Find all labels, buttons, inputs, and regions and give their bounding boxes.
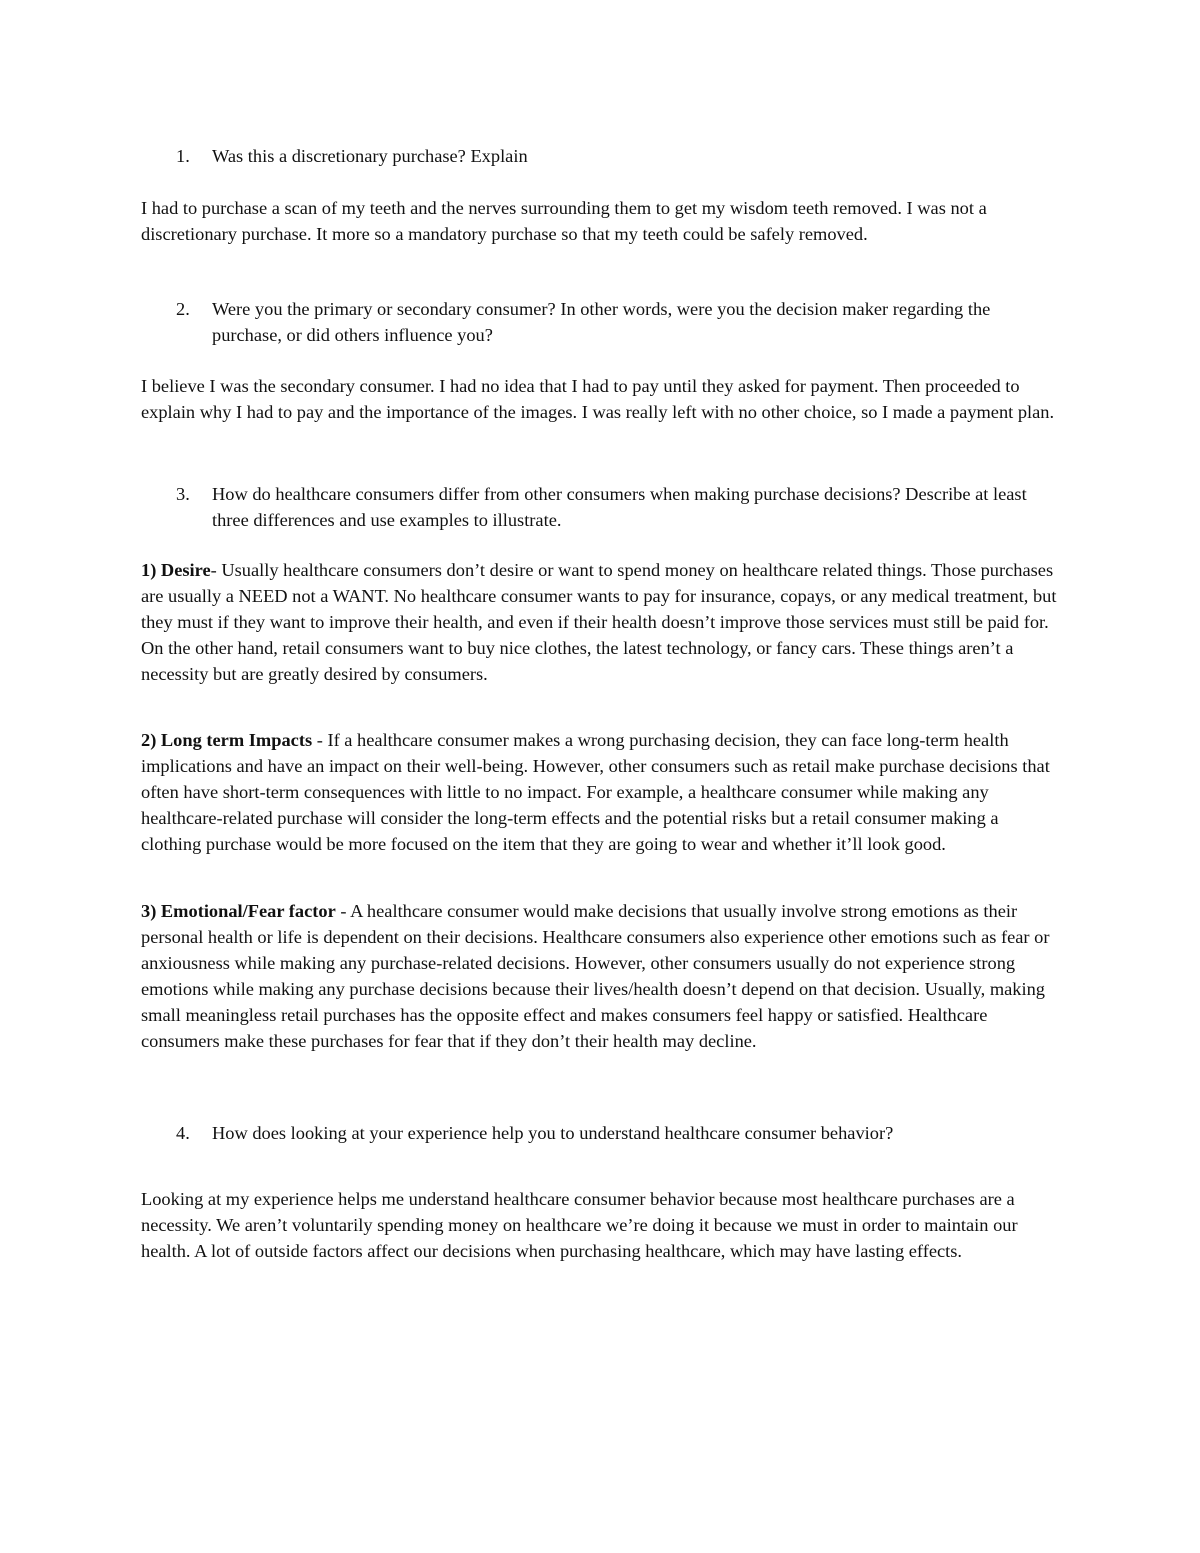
- question-number: 2.: [176, 299, 190, 319]
- answer-3-difference-3: [141, 898, 1061, 1054]
- question-text: How do healthcare consumers differ from other consumers when making purchase decisions? Describe at least three differences and use examples to illustrate.: [212, 484, 1027, 530]
- question-number: 3.: [176, 484, 190, 504]
- answer-2: I believe I was the secondary consumer. I had no idea that I had to pay until they asked for payment. Then proceeded to explain why I had to pay and the importance of the images. I was really left with no other choice, so I made a payment plan.: [141, 376, 1055, 422]
- question-text: Was this a discretionary purchase? Explain: [212, 146, 528, 166]
- question-3: [176, 481, 1056, 533]
- question-1: [176, 143, 1056, 169]
- answer-4: Looking at my experience helps me understand healthcare consumer behavior because most healthcare purchases are a necessity. We aren’t voluntarily spending money on healthcare we’re doing it because we must in order to maintain our health. A lot of outside factors affect our decisions when purchasing healthcare, which may have lasting effects.: [141, 1189, 1018, 1261]
- difference-heading: 1) Desire: [141, 560, 211, 580]
- answer-3-difference-1: [141, 557, 1061, 687]
- answer-3-difference-2: [141, 727, 1061, 857]
- question-number: 1.: [176, 146, 190, 166]
- answer-1: I had to purchase a scan of my teeth and the nerves surrounding them to get my wisdom teeth removed. I was not a discretionary purchase. It more so a mandatory purchase so that my teeth could be safely removed.: [141, 198, 987, 244]
- question-text: Were you the primary or secondary consumer? In other words, were you the decision maker regarding the purchase, or did others influence you?: [212, 299, 991, 345]
- question-number: 4.: [176, 1123, 190, 1143]
- difference-body: - A healthcare consumer would make decisions that usually involve strong emotions as their personal health or life is dependent on their decisions. Healthcare consumers also experience other emotions such as fear or anxiousness while making any purchase-related decisions. However, other consumers usually do not experience strong emotions while making any purchase decisions because their lives/health doesn’t depend on that decision. Usually, making small meaningless retail purchases has the opposite effect and makes consumers feel happy or satisfied. Healthcare consumers make these purchases for fear that if they don’t their health may decline.: [141, 901, 1050, 1051]
- difference-heading: 3) Emotional/Fear factor: [141, 901, 336, 921]
- difference-body: - Usually healthcare consumers don’t desire or want to spend money on healthcare related things. Those purchases are usually a NEED not a WANT. No healthcare consumer wants to pay for insurance, copays, or any medical treatment, but they must if they want to improve their health, and even if their health doesn’t improve those services must still be paid for. On the other hand, retail consumers want to buy nice clothes, the latest technology, or fancy cars. These things aren’t a necessity but are greatly desired by consumers.: [141, 560, 1057, 684]
- question-2: [176, 296, 1056, 348]
- question-4: [176, 1120, 1056, 1146]
- question-text: How does looking at your experience help you to understand healthcare consumer behavior?: [212, 1123, 894, 1143]
- difference-heading: 2) Long term Impacts: [141, 730, 313, 750]
- difference-body: - If a healthcare consumer makes a wrong purchasing decision, they can face long-term health implications and have an impact on their well-being. However, other consumers such as retail make purchase decisions that often have short-term consequences with little to no impact. For example, a healthcare consumer while making any healthcare-related purchase will consider the long-term effects and the potential risks but a retail consumer making a clothing purchase would be more focused on the item that they are going to wear and whether it’ll look good.: [141, 730, 1050, 854]
